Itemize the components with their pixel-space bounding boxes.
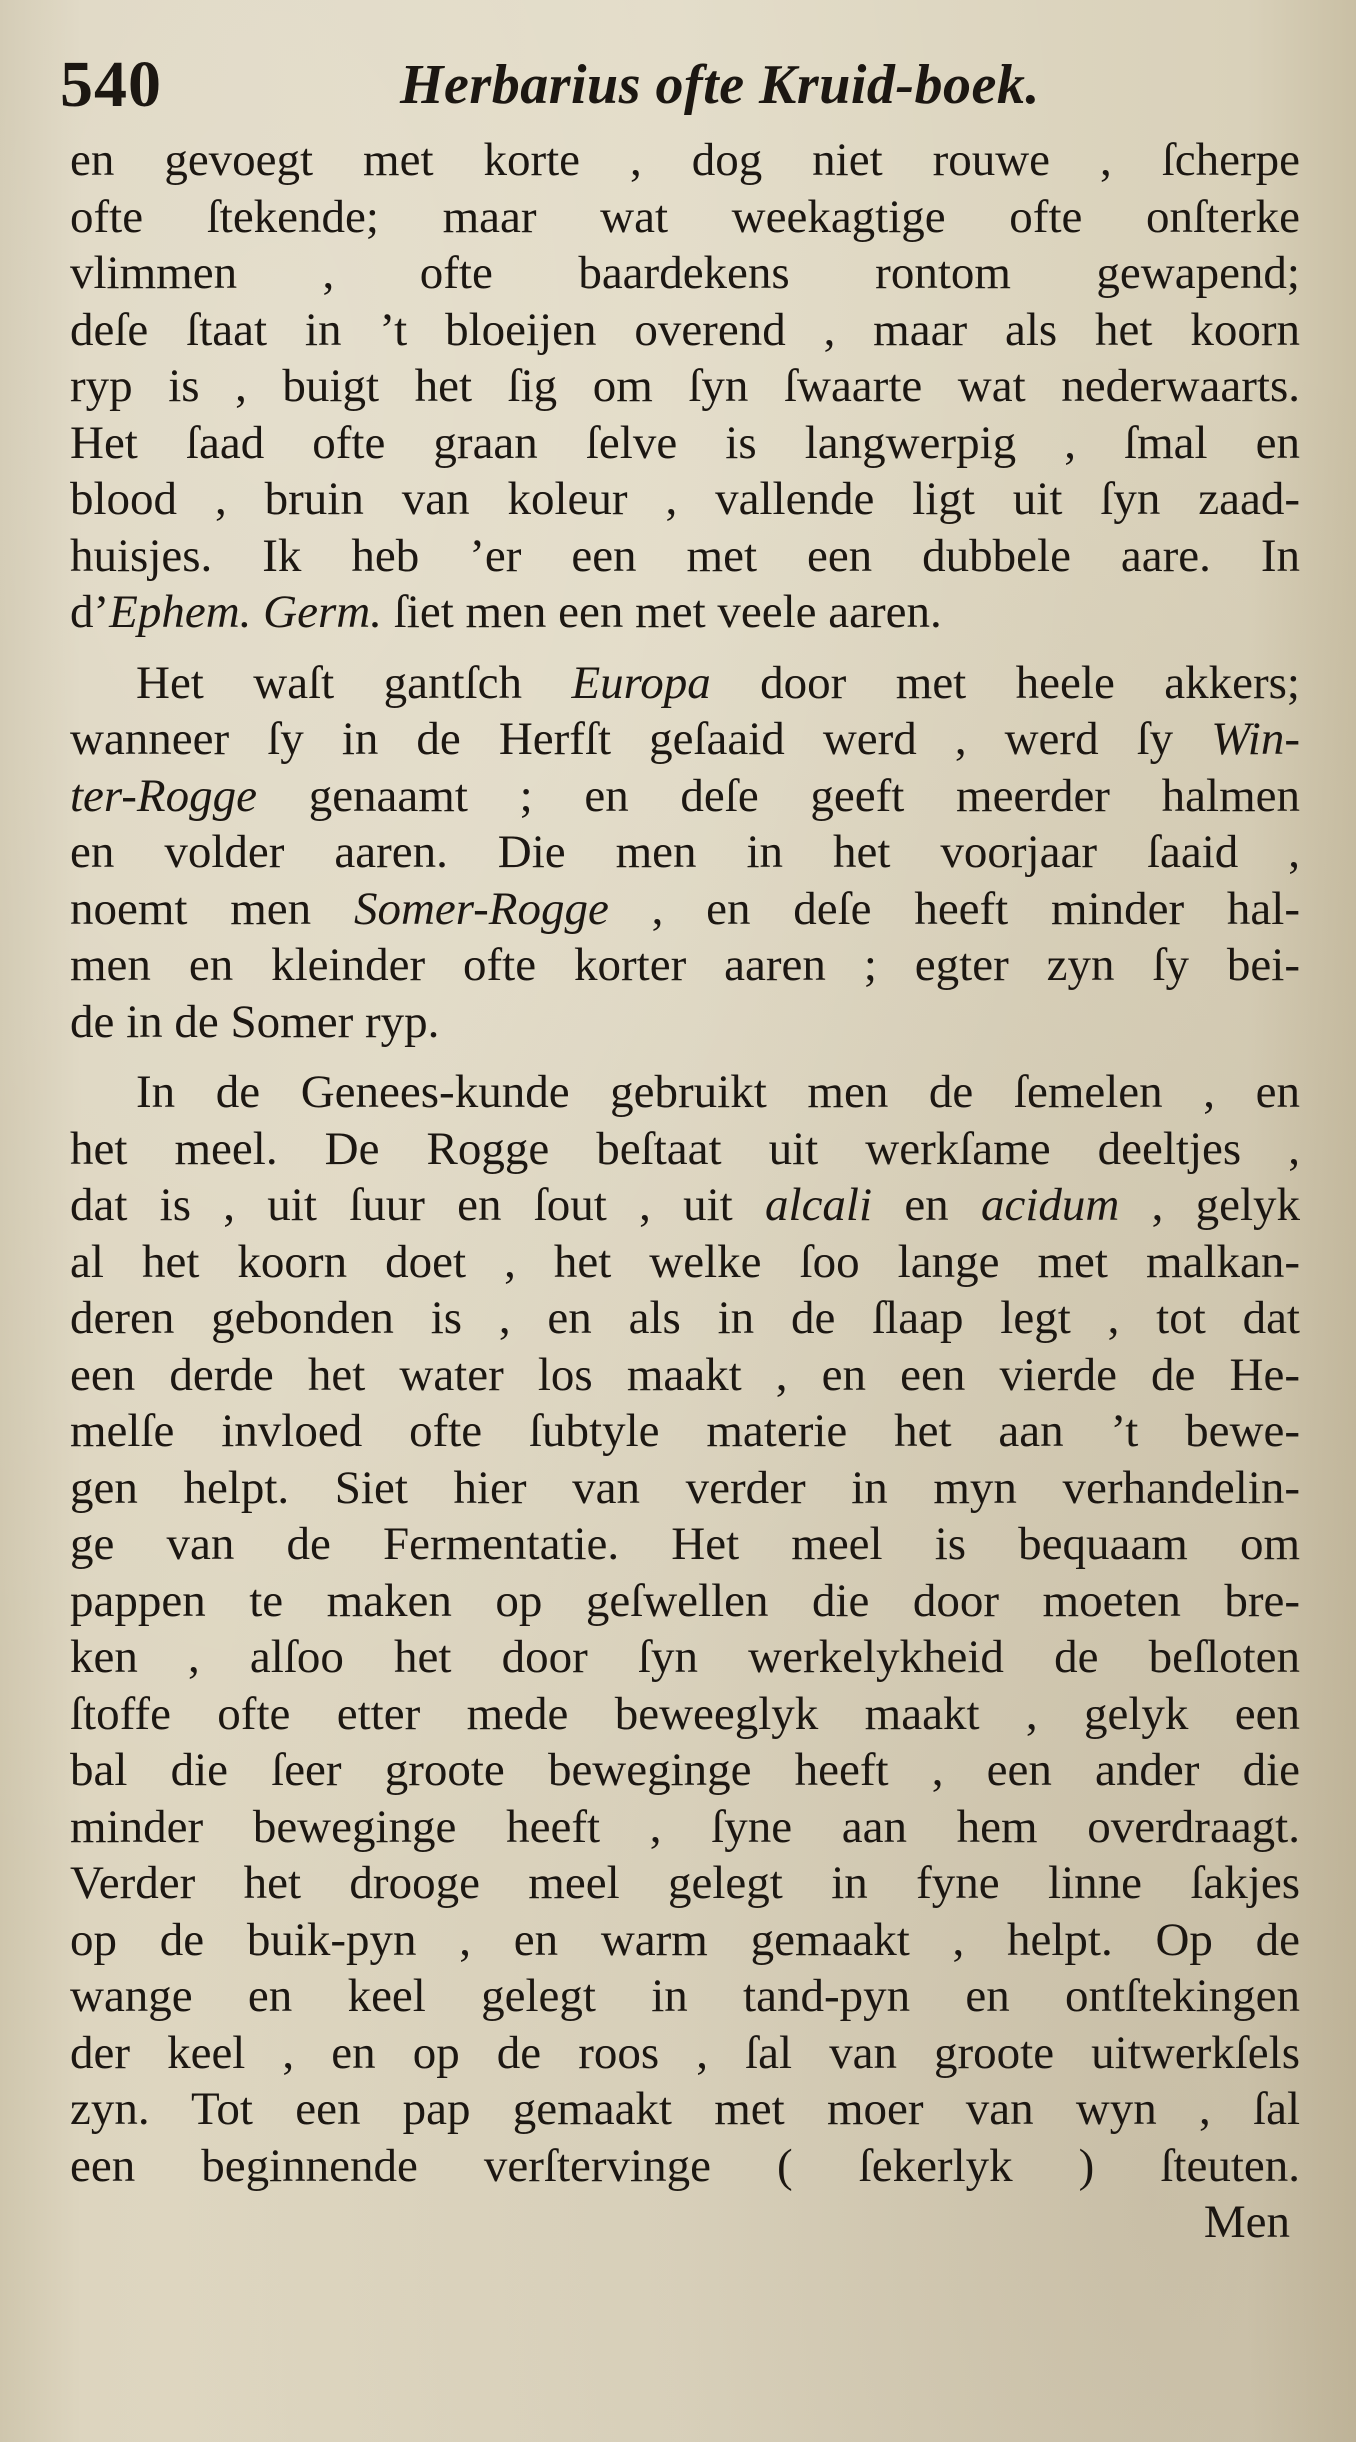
text-line: men en kleinder ofte korter aaren ; egter zyn ſy bei- bbox=[70, 939, 1300, 991]
text-line: ter-Rogge genaamt ; en deſe geeft meerder halmen bbox=[70, 769, 1300, 822]
body-text bbox=[70, 132, 1300, 2251]
text-line: ge van de Fermentatie. Het meel is bequaam om bbox=[70, 1518, 1300, 1570]
text-line: deren gebonden is , en als in de ſlaap legt , tot dat bbox=[70, 1292, 1300, 1344]
paragraph bbox=[70, 132, 1300, 641]
italic-reference: Ephem. Germ. bbox=[109, 586, 382, 638]
text-line: deſe ſtaat in ’t bloeijen overend , maar als het koorn bbox=[70, 303, 1300, 356]
text-line: d’Ephem. Germ. ſiet men een met veele aaren. bbox=[70, 586, 942, 638]
text-line: Het ſaad ofte graan ſelve is langwerpig , ſmal en bbox=[70, 416, 1300, 469]
text-line: ofte ſtekende; maar wat weekagtige ofte onſterke bbox=[70, 190, 1300, 243]
text-line: bal die ſeer groote beweginge heeft , een ander die bbox=[70, 1744, 1300, 1796]
text-line: en volder aaren. Die men in het voorjaar ſaaid , bbox=[70, 826, 1300, 878]
text-line: In de Genees-kunde gebruikt men de ſemelen , en bbox=[136, 1066, 1300, 1118]
italic-term: alcali bbox=[765, 1179, 873, 1231]
running-title: Herbarius ofte Kruid-boek. bbox=[400, 54, 1040, 116]
text-line: ken , alſoo het door ſyn werkelykheid de beſloten bbox=[70, 1631, 1300, 1683]
text-line: een derde het water los maakt , en een vierde de He- bbox=[70, 1348, 1300, 1401]
text-line: vlimmen , ofte baardekens rontom gewapend; bbox=[70, 247, 1300, 299]
text-line: der keel , en op de roos , ſal van groote uitwerkſels bbox=[70, 2026, 1300, 2079]
italic-term: acidum bbox=[980, 1179, 1120, 1231]
catchword: Men bbox=[1203, 2196, 1290, 2248]
italic-term: Win- bbox=[1211, 713, 1300, 765]
text-line: de in de Somer ryp. bbox=[70, 995, 440, 1048]
text-line: zyn. Tot een pap gemaakt met moer van wyn , ſal bbox=[70, 2083, 1300, 2135]
italic-term: Somer-Rogge bbox=[353, 882, 609, 935]
text-line: Het waſt gantſch Europa door met heele akkers; bbox=[136, 656, 1300, 709]
text-line: dat is , uit ſuur en ſout , uit alcali en acidum , gelyk bbox=[70, 1179, 1300, 1231]
text-line: op de buik-pyn , en warm gemaakt , helpt. Op de bbox=[70, 1913, 1300, 1966]
text-line: Verder het drooge meel gelegt in fyne linne ſakjes bbox=[70, 1857, 1300, 1909]
text-line: een beginnende verſtervinge ( ſekerlyk ) ſteuten. bbox=[70, 2139, 1300, 2192]
page-number: 540 bbox=[60, 48, 162, 121]
text-line: al het koorn doet , het welke ſoo lange met malkan- bbox=[70, 1235, 1300, 1288]
text-line: huisjes. Ik heb ’er een met een dubbele aare. In bbox=[70, 529, 1300, 582]
text-line: minder beweginge heeft , ſyne aan hem overdraagt. bbox=[70, 1800, 1300, 1853]
italic-place-name: Europa bbox=[571, 656, 711, 709]
text-line: ſtoffe ofte etter mede beweeglyk maakt , gelyk een bbox=[70, 1687, 1300, 1740]
text-line: wange en keel gelegt in tand-pyn en ontſtekingen bbox=[70, 1970, 1300, 2022]
paragraph-gap bbox=[70, 641, 1300, 655]
paragraph bbox=[70, 655, 1300, 1051]
text-line: melſe invloed ofte ſubtyle materie het aan ’t bewe- bbox=[70, 1405, 1300, 1457]
text-line: gen helpt. Siet hier van verder in myn verhandelin- bbox=[70, 1461, 1300, 1514]
text-line: noemt men Somer-Rogge , en deſe heeft minder hal- bbox=[70, 882, 1300, 935]
text-line: blood , bruin van koleur , vallende ligt uit ſyn zaad- bbox=[70, 473, 1300, 525]
italic-term: ter-Rogge bbox=[70, 769, 257, 822]
page-header bbox=[60, 40, 1300, 130]
text-line: ryp is , buigt het ſig om ſyn ſwaarte wat nederwaarts. bbox=[70, 360, 1300, 412]
paragraph-gap bbox=[70, 1050, 1300, 1064]
paragraph bbox=[70, 1064, 1300, 2194]
text-line: pappen te maken op geſwellen die door moeten bre- bbox=[70, 1574, 1300, 1627]
text-line: en gevoegt met korte , dog niet rouwe , ſcherpe bbox=[70, 134, 1300, 186]
text-line: wanneer ſy in de Herfſt geſaaid werd , werd ſy Win- bbox=[70, 713, 1300, 765]
text-line: het meel. De Rogge beſtaat uit werkſame deeltjes , bbox=[70, 1122, 1300, 1175]
